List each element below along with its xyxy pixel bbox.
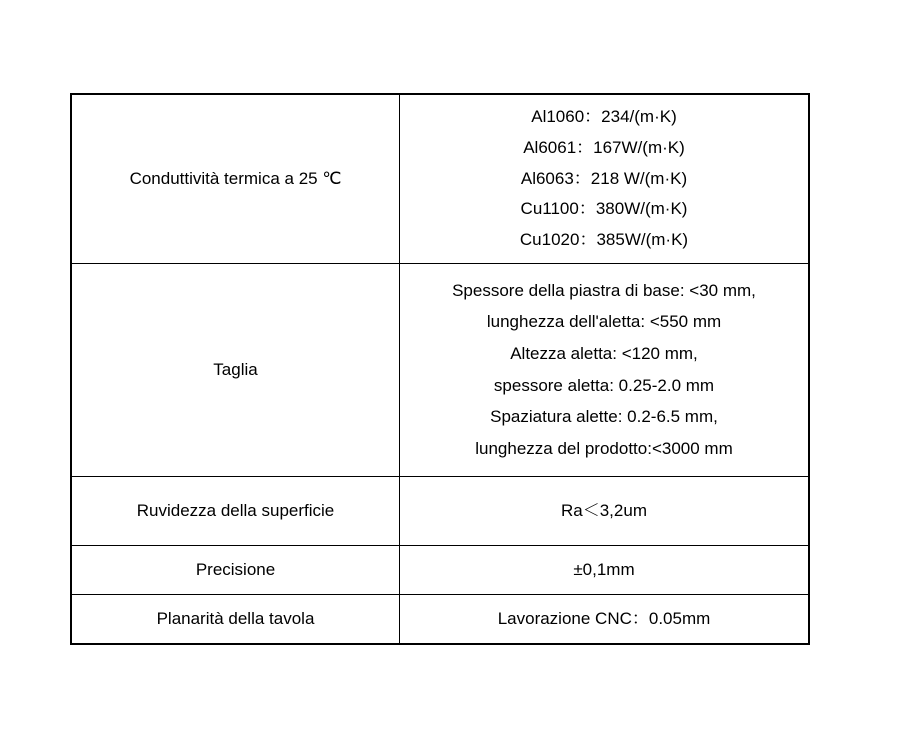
value-line: lunghezza del prodotto:<3000 mm [475, 438, 733, 458]
value-line: Spessore della piastra di base: <30 mm, [452, 280, 756, 300]
row-value-precision [400, 546, 810, 595]
table-row [71, 264, 809, 477]
specification-table-container [70, 93, 810, 645]
row-value-thermal-conductivity [400, 94, 810, 264]
value-line: ±0,1mm [573, 559, 635, 579]
row-label-precision: Precisione [71, 546, 400, 595]
table-row [71, 94, 809, 264]
value-line: Lavorazione CNC：0.05mm [497, 608, 711, 628]
row-label-size: Taglia [71, 264, 400, 477]
specification-table [70, 93, 810, 645]
value-line: Al1060：234/(m·K) [531, 107, 677, 127]
table-row [71, 546, 809, 595]
value-line: Al6061：167W/(m·K) [523, 138, 685, 158]
value-line: Spaziatura alette: 0.2-6.5 mm, [490, 407, 718, 427]
value-line: Cu1020：385W/(m·K) [519, 229, 689, 249]
value-line: Al6063：218 W/(m·K) [520, 168, 688, 188]
value-line: Ra＜3,2um [561, 500, 647, 520]
value-line: spessore aletta: 0.25-2.0 mm [493, 375, 715, 395]
value-line: Cu1100：380W/(m·K) [520, 199, 688, 219]
row-label-table-flatness: Planarità della tavola [71, 595, 400, 645]
table-row [71, 477, 809, 546]
row-label-thermal-conductivity: Conduttività termica a 25 ℃ [71, 94, 400, 264]
value-line: Altezza aletta: <120 mm, [510, 343, 698, 363]
row-value-surface-roughness [400, 477, 810, 546]
row-label-surface-roughness: Ruvidezza della superficie [71, 477, 400, 546]
table-row [71, 595, 809, 645]
row-value-table-flatness [400, 595, 810, 645]
row-value-size [400, 264, 810, 477]
value-line: lunghezza dell'aletta: <550 mm [486, 312, 722, 332]
